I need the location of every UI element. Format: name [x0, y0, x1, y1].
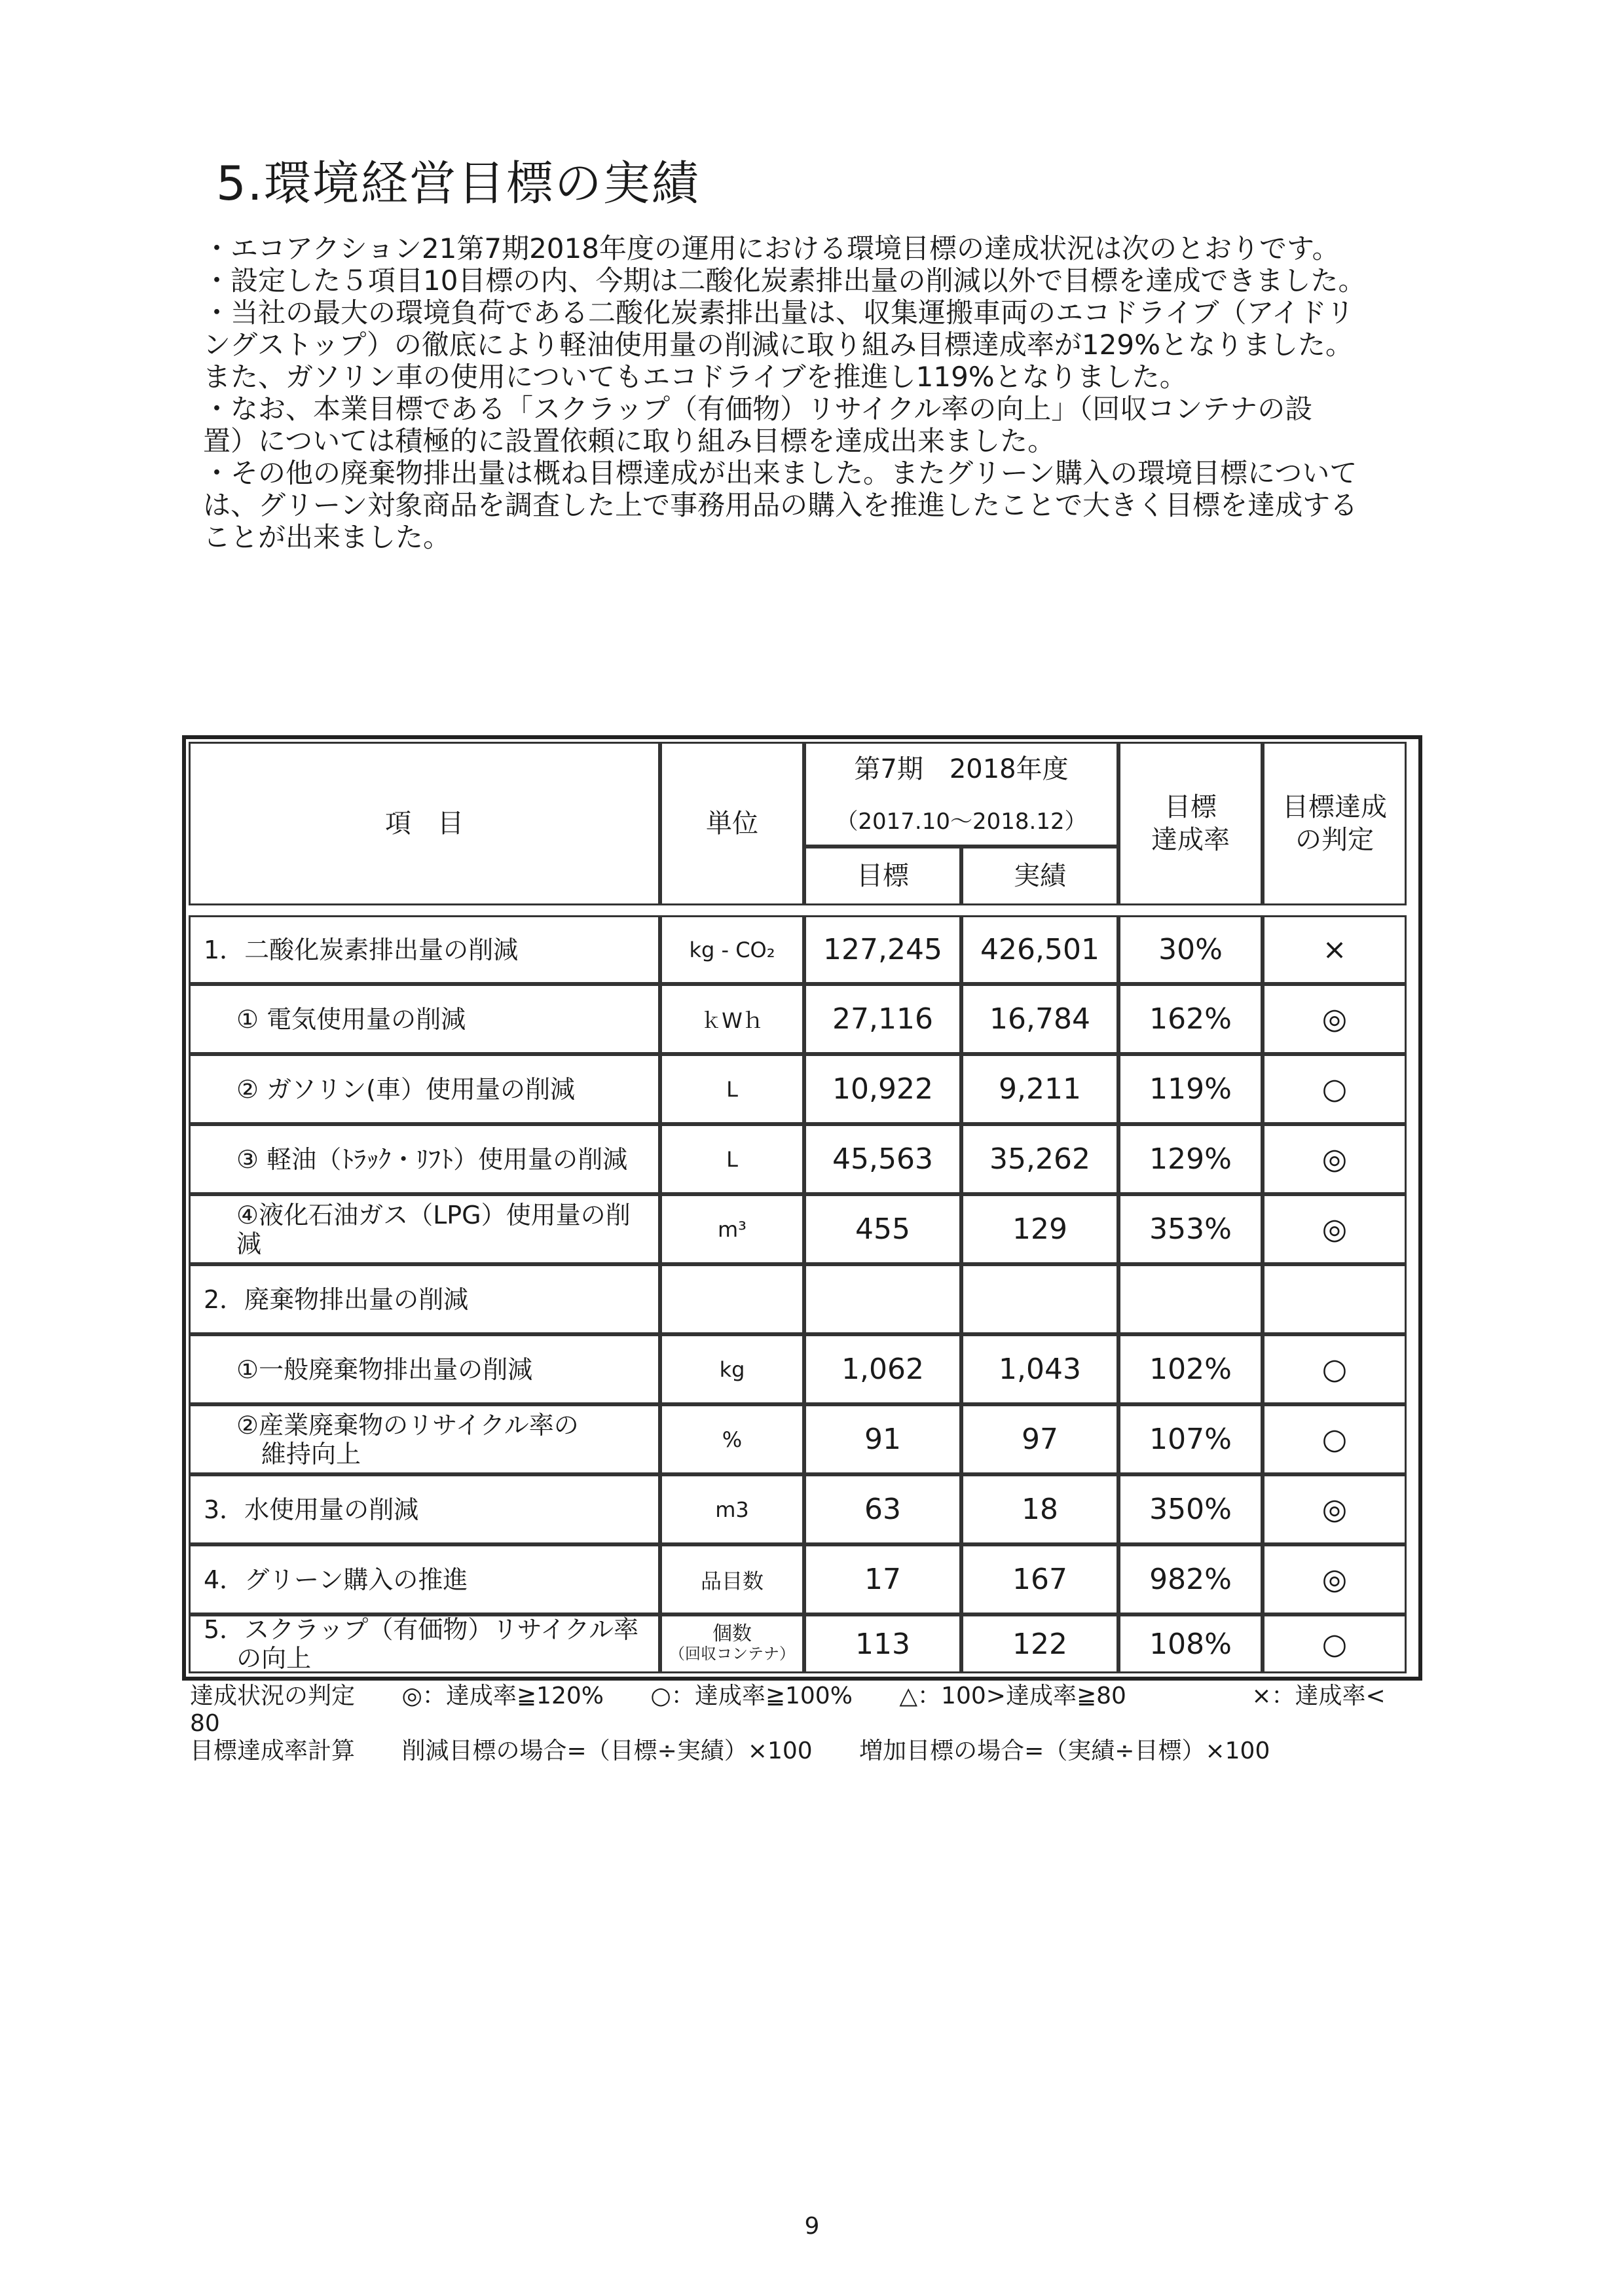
row-target: 127,245	[804, 915, 961, 984]
judgement-achieved: ○：達成率≧100%	[650, 1683, 853, 1709]
intro-paragraph: ・なお、本業目標である「スクラップ（有価物）リサイクル率の向上」（回収コンテナの設 置）については積極的に設置依頼に取り組み目標を達成出来ました。	[203, 393, 1313, 457]
row-unit: m³	[660, 1194, 804, 1264]
calc-label: 目標達成率計算	[190, 1738, 356, 1764]
header-unit: 単位	[660, 742, 804, 905]
table-notes	[190, 1683, 1386, 1765]
row-unit	[660, 1264, 804, 1334]
judgement-legend-cont: 80	[190, 1710, 220, 1737]
header-judgement: 目標達成 の判定	[1263, 742, 1407, 905]
row-rate: 982%	[1118, 1544, 1263, 1614]
calc-reduction: 削減目標の場合=（目標÷実績）×100	[401, 1738, 813, 1764]
row-unit: kg - CO₂	[660, 915, 804, 984]
row-rate: 108%	[1118, 1614, 1263, 1673]
row-judgement: ×	[1263, 915, 1407, 984]
row-actual	[961, 1264, 1118, 1334]
calc-increase: 増加目標の場合=（実績÷目標）×100	[859, 1738, 1270, 1764]
judgement-legend	[190, 1683, 1386, 1710]
row-unit: L	[660, 1054, 804, 1124]
row-actual: 97	[961, 1404, 1118, 1474]
header-item: 項 目	[189, 742, 660, 905]
header-rate: 目標 達成率	[1118, 742, 1263, 905]
row-item: 2．廃棄物排出量の削減	[189, 1264, 660, 1334]
row-item: ②産業廃棄物のリサイクル率の 維持向上	[189, 1404, 660, 1474]
row-target: 17	[804, 1544, 961, 1614]
row-rate: 162%	[1118, 984, 1263, 1054]
header-period-range: （2017.10～2018.12）	[804, 794, 1118, 847]
header-period: 第7期 2018年度	[804, 742, 1118, 794]
row-target: 63	[804, 1474, 961, 1544]
unit-label: 個数	[712, 1622, 752, 1645]
intro-paragraph: ・その他の廃棄物排出量は概ね目標達成が出来ました。またグリーン購入の環境目標について は、グリーン対象商品を調査した上で事務用品の購入を推進したことで大きく目標を達成する ことが出来ました。	[203, 457, 1358, 553]
row-unit: ｋWｈ	[660, 984, 804, 1054]
intro-paragraph: ・エコアクション21第7期2018年度の運用における環境目標の達成状況は次のとおりです。	[203, 232, 1340, 264]
row-actual: 1,043	[961, 1334, 1118, 1404]
row-judgement: ◎	[1263, 1124, 1407, 1194]
row-target: 113	[804, 1614, 961, 1673]
row-item: 1．二酸化炭素排出量の削減	[189, 915, 660, 984]
row-target: 455	[804, 1194, 961, 1264]
header-target: 目標	[804, 847, 961, 905]
row-item: 3．水使用量の削減	[189, 1474, 660, 1544]
row-rate	[1118, 1264, 1263, 1334]
row-rate: 119%	[1118, 1054, 1263, 1124]
row-item: ② ガソリン(車）使用量の削減	[189, 1054, 660, 1124]
row-unit: 品目数	[660, 1544, 804, 1614]
row-target: 27,116	[804, 984, 961, 1054]
judgement-failed: ×：達成率<	[1251, 1683, 1386, 1709]
row-judgement: ◎	[1263, 1544, 1407, 1614]
row-judgement: ○	[1263, 1054, 1407, 1124]
row-judgement: ◎	[1263, 984, 1407, 1054]
row-target: 45,563	[804, 1124, 961, 1194]
row-target: 1,062	[804, 1334, 961, 1404]
row-actual: 16,784	[961, 984, 1118, 1054]
row-rate: 353%	[1118, 1194, 1263, 1264]
row-judgement: ○	[1263, 1404, 1407, 1474]
results-table	[182, 735, 1420, 1678]
row-actual: 18	[961, 1474, 1118, 1544]
row-judgement: ◎	[1263, 1474, 1407, 1544]
row-item: ③ 軽油（ﾄﾗｯｸ・ﾘﾌﾄ）使用量の削減	[189, 1124, 660, 1194]
page-title: 5.環境経営目標の実績	[216, 156, 700, 211]
row-unit: m3	[660, 1474, 804, 1544]
row-target: 91	[804, 1404, 961, 1474]
row-item: ① 電気使用量の削減	[189, 984, 660, 1054]
row-unit: %	[660, 1404, 804, 1474]
row-rate: 102%	[1118, 1334, 1263, 1404]
judgement-label: 達成状況の判定	[190, 1683, 356, 1709]
row-actual: 167	[961, 1544, 1118, 1614]
intro-paragraph: ・設定した５項目10目標の内、今期は二酸化炭素排出量の削減以外で目標を達成できました。	[203, 264, 1366, 297]
intro-paragraph: ・当社の最大の環境負荷である二酸化炭素排出量は、収集運搬車両のエコドライブ（アイドリ ングストップ）の徹底により軽油使用量の削減に取り組み目標達成率が129%となりました。 また、ガソリン車の使用についてもエコドライブを推進し119%となりました。	[203, 297, 1354, 393]
row-unit	[660, 1614, 804, 1673]
row-unit: kg	[660, 1334, 804, 1404]
row-judgement: ○	[1263, 1614, 1407, 1673]
row-actual: 426,501	[961, 915, 1118, 984]
page-number: 9	[804, 2213, 820, 2240]
unit-sublabel: （回収コンテナ）	[669, 1645, 795, 1663]
row-item: ④液化石油ガス（LPG）使用量の削 減	[189, 1194, 660, 1264]
row-rate: 30%	[1118, 915, 1263, 984]
row-judgement	[1263, 1264, 1407, 1334]
row-target: 10,922	[804, 1054, 961, 1124]
row-unit: L	[660, 1124, 804, 1194]
calc-formula	[190, 1738, 1386, 1765]
row-item: 5．スクラップ（有価物）リサイクル率 の向上	[189, 1614, 660, 1673]
row-actual: 35,262	[961, 1124, 1118, 1194]
row-judgement: ○	[1263, 1334, 1407, 1404]
row-rate: 107%	[1118, 1404, 1263, 1474]
judgement-partial: △：100>達成率≧80	[899, 1683, 1126, 1709]
judgement-excellent: ◎：達成率≧120%	[401, 1683, 604, 1709]
row-judgement: ◎	[1263, 1194, 1407, 1264]
intro-text	[203, 232, 1467, 553]
row-actual: 129	[961, 1194, 1118, 1264]
row-actual: 122	[961, 1614, 1118, 1673]
row-actual: 9,211	[961, 1054, 1118, 1124]
header-actual: 実績	[961, 847, 1118, 905]
row-item: 4．グリーン購入の推進	[189, 1544, 660, 1614]
row-rate: 129%	[1118, 1124, 1263, 1194]
row-target	[804, 1264, 961, 1334]
row-item: ①一般廃棄物排出量の削減	[189, 1334, 660, 1404]
row-rate: 350%	[1118, 1474, 1263, 1544]
